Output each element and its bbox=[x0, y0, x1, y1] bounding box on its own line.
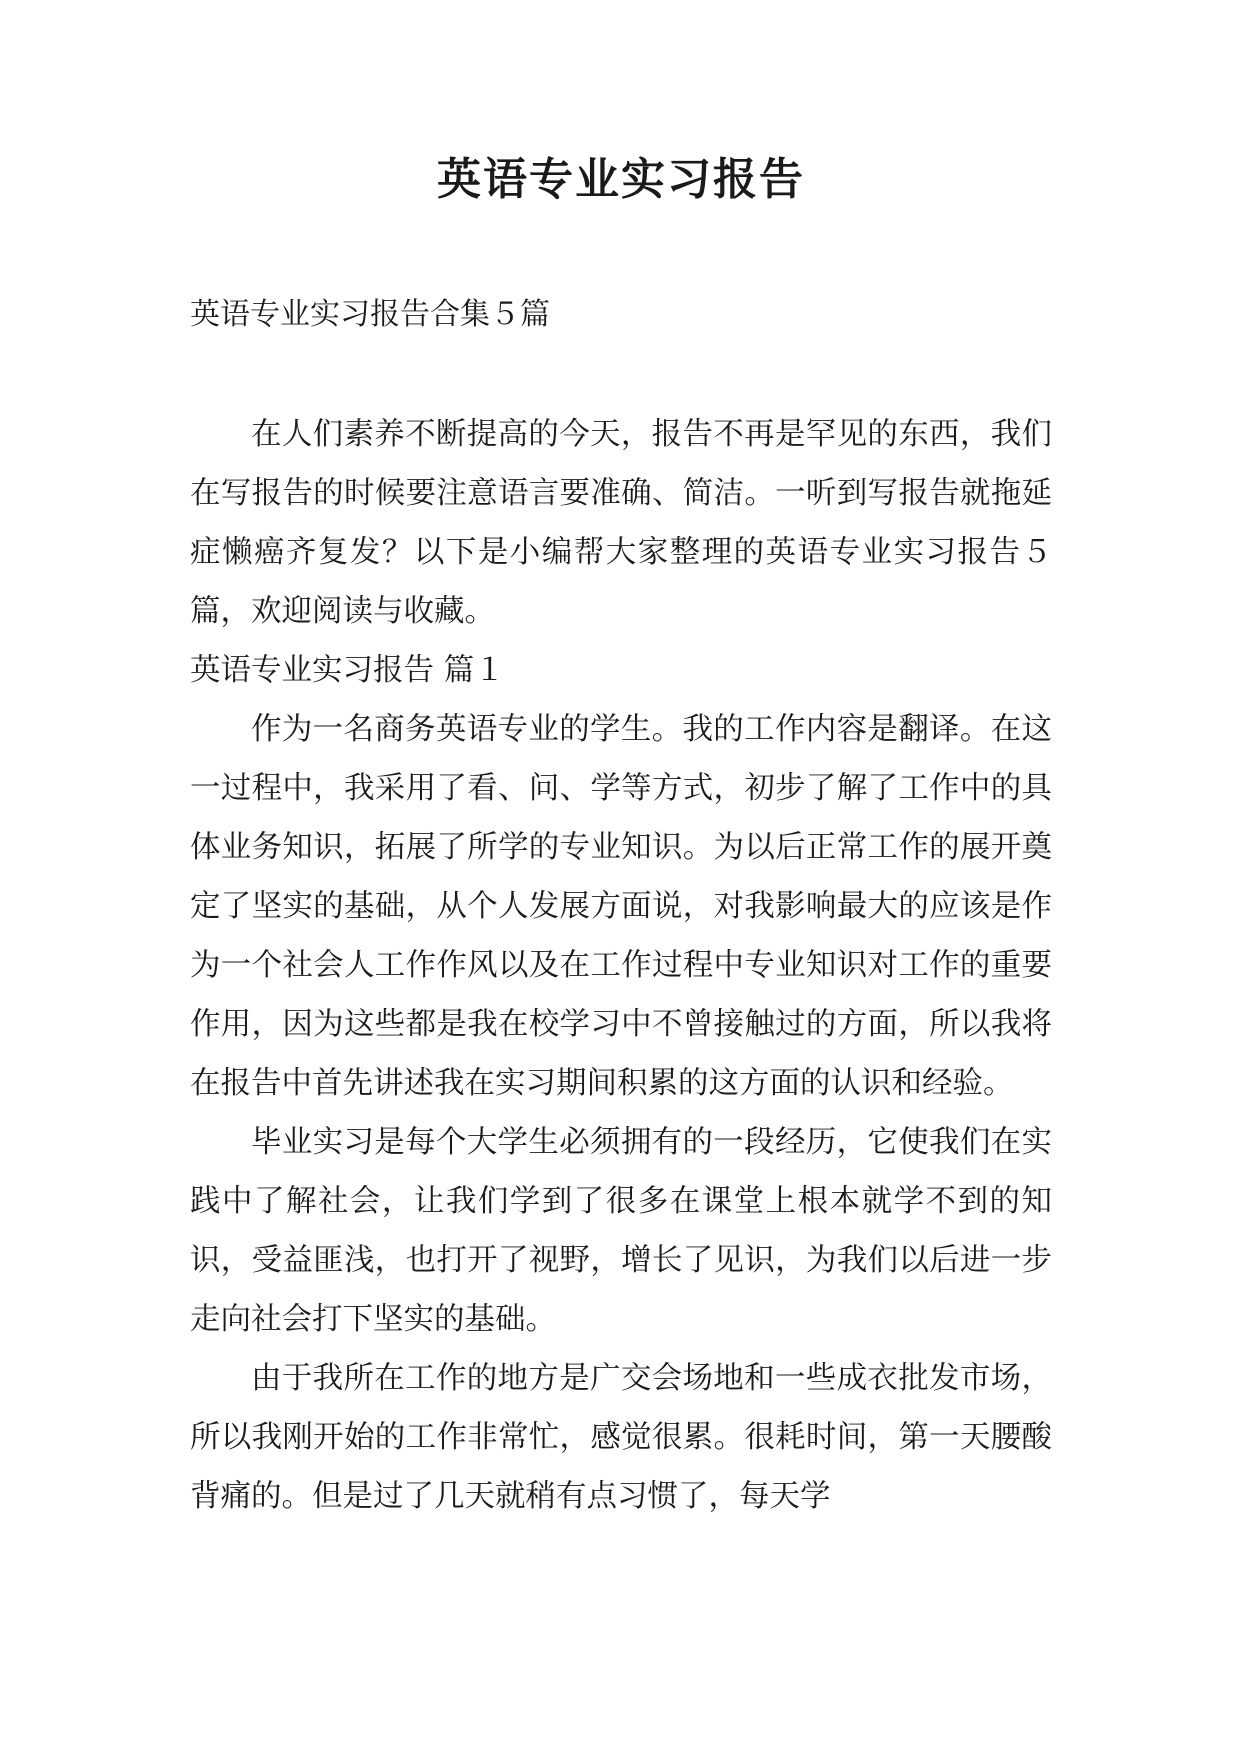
paragraph-2: 毕业实习是每个大学生必须拥有的一段经历，它使我们在实践中了解社会，让我们学到了很多在课堂上根本就学不到的知识，受益匪浅，也打开了视野，增长了见识，为我们以后进一步走向社会打下坚实的基础。 bbox=[190, 1125, 1052, 1337]
paragraph-intro: 在人们素养不断提高的今天，报告不再是罕见的东西，我们在写报告的时候要注意语言要准确、简洁。一听到写报告就拖延症懒癌齐复发？以下是小编帮大家整理的英语专业实习报告５篇，欢迎阅读与收藏。 bbox=[190, 417, 1052, 629]
document-page bbox=[190, 0, 1052, 1754]
paragraph-1: 作为一名商务英语专业的学生。我的工作内容是翻译。在这一过程中，我采用了看、问、学等方式，初步了解了工作中的具体业务知识，拓展了所学的专业知识。为以后正常工作的展开奠定了坚实的基础，从个人发展方面说，对我影响最大的应该是作为一个社会人工作作风以及在工作过程中专业知识对工作的重要作用，因为这些都是我在校学习中不曾接触过的方面，所以我将在报告中首先讲述我在实习期间积累的这方面的认识和经验。 bbox=[190, 712, 1052, 1101]
document-body bbox=[190, 405, 1052, 1526]
document-title: 英语专业实习报告 bbox=[437, 154, 805, 205]
document-subtitle: 英语专业实习报告合集５篇 bbox=[190, 297, 550, 332]
section-heading: 英语专业实习报告 篇１ bbox=[190, 653, 505, 688]
paragraph-3: 由于我所在工作的地方是广交会场地和一些成衣批发市场，所以我刚开始的工作非常忙，感觉很累。很耗时间，第一天腰酸背痛的。但是过了几天就稍有点习惯了，每天学 bbox=[190, 1361, 1052, 1514]
